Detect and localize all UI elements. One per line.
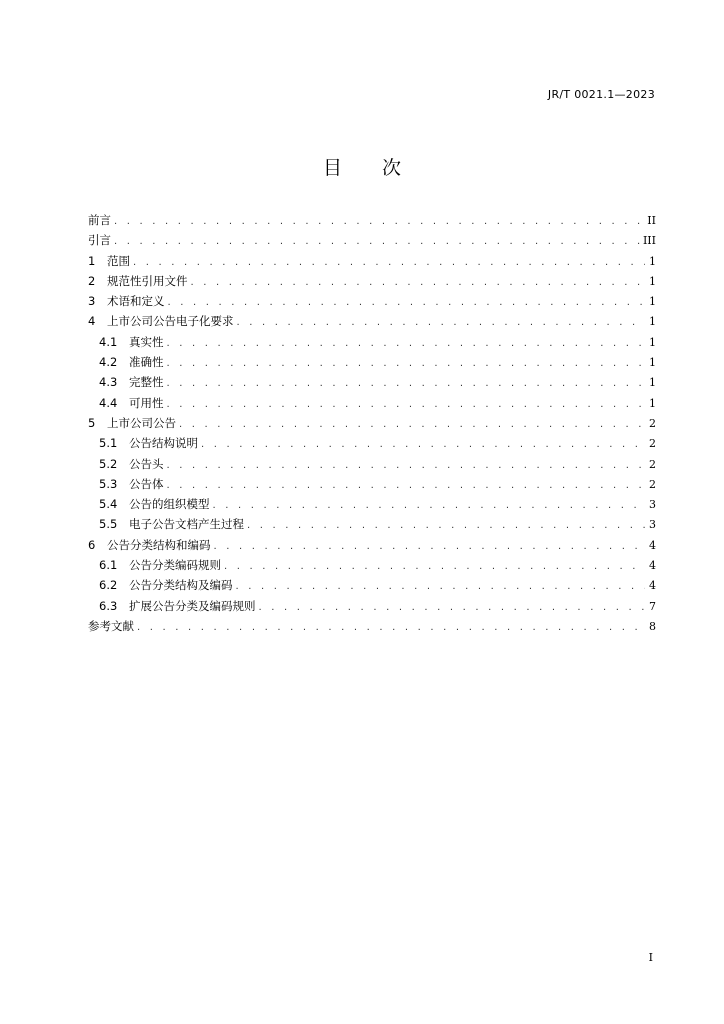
toc-entry[interactable] xyxy=(88,210,656,230)
toc-entry[interactable] xyxy=(88,616,656,636)
toc-entry-number: 5.5 xyxy=(99,517,118,532)
page-title: 目次 xyxy=(322,157,441,179)
toc-entry-page: 4 xyxy=(649,559,656,573)
toc-entry[interactable] xyxy=(88,393,656,413)
toc-dot-leader xyxy=(237,313,646,333)
toc-entry[interactable] xyxy=(88,575,656,595)
toc-entry[interactable] xyxy=(88,291,656,311)
toc-dot-leader xyxy=(224,557,645,577)
toc-entry-page: 3 xyxy=(649,518,656,532)
toc-entry-number: 6 xyxy=(88,537,96,552)
toc-entry-number: 5.3 xyxy=(99,476,118,491)
toc-dot-leader xyxy=(201,435,645,455)
toc-entry-number: 4.3 xyxy=(99,375,118,390)
toc-entry-label: 前言 xyxy=(88,213,111,227)
toc-dot-leader xyxy=(213,496,646,516)
toc-entry[interactable] xyxy=(88,332,656,352)
toc-entry-label: 公告结构说明 xyxy=(129,436,198,451)
toc-entry-page: 4 xyxy=(649,579,656,593)
toc-entry-number: 5.1 xyxy=(99,436,118,451)
toc-entry[interactable] xyxy=(88,352,656,372)
toc-entry-number: 4 xyxy=(88,314,96,329)
toc-entry-label: 公告体 xyxy=(129,476,164,491)
toc-entry-page: 4 xyxy=(649,538,656,552)
toc-dot-leader xyxy=(247,516,645,536)
toc-entry-label: 可用性 xyxy=(129,395,164,410)
toc-entry[interactable] xyxy=(88,230,656,250)
toc-entry[interactable] xyxy=(88,251,656,271)
toc-entry-label: 扩展公告分类及编码规则 xyxy=(129,598,256,613)
toc-entry-number: 4.1 xyxy=(99,334,118,349)
toc-dot-leader xyxy=(133,253,645,273)
toc-entry[interactable] xyxy=(88,555,656,575)
toc-dot-leader xyxy=(259,598,646,618)
toc-entry-page: 2 xyxy=(649,437,656,451)
toc-dot-leader xyxy=(167,456,646,476)
toc-entry-page: 3 xyxy=(649,498,656,512)
toc-entry[interactable] xyxy=(88,535,656,555)
toc-entry-number: 6.3 xyxy=(99,598,118,613)
toc-entry-number: 6.2 xyxy=(99,578,118,593)
toc-entry-number: 5.2 xyxy=(99,456,118,471)
toc-dot-leader xyxy=(114,232,640,252)
toc-entry-label: 真实性 xyxy=(129,334,164,349)
toc-dot-leader xyxy=(214,537,646,557)
toc-entry-page: 1 xyxy=(649,356,656,370)
toc-entry[interactable] xyxy=(88,596,656,616)
toc-entry-label: 准确性 xyxy=(129,355,164,370)
toc-entry[interactable] xyxy=(88,454,656,474)
toc-entry-label: 公告头 xyxy=(129,456,164,471)
toc-entry[interactable] xyxy=(88,514,656,534)
toc-entry-page: 2 xyxy=(649,416,656,430)
toc-entry-number: 2 xyxy=(88,273,96,288)
toc-entry-page: 1 xyxy=(649,376,656,390)
toc-dot-leader xyxy=(137,618,645,638)
toc-entry-label: 参考文献 xyxy=(88,618,134,633)
toc-dot-leader xyxy=(191,273,646,293)
table-of-contents xyxy=(88,210,656,636)
toc-entry-label: 上市公司公告电子化要求 xyxy=(107,314,234,329)
toc-entry-number: 4.2 xyxy=(99,355,118,370)
toc-entry-page: 2 xyxy=(649,457,656,471)
toc-entry-number: 1 xyxy=(88,253,96,268)
toc-entry-label: 上市公司公告 xyxy=(107,415,176,430)
toc-entry-label: 规范性引用文件 xyxy=(107,273,188,288)
toc-entry-page: 8 xyxy=(649,619,656,633)
toc-entry-page: 1 xyxy=(649,254,656,268)
toc-entry-label: 公告的组织模型 xyxy=(129,497,210,512)
toc-entry-page: 1 xyxy=(649,295,656,309)
toc-entry-label: 引言 xyxy=(88,233,111,248)
toc-entry-label: 电子公告文档产生过程 xyxy=(129,517,244,532)
toc-dot-leader xyxy=(179,415,645,435)
toc-entry-label: 完整性 xyxy=(129,375,164,390)
toc-entry[interactable] xyxy=(88,494,656,514)
toc-dot-leader xyxy=(114,212,644,232)
toc-entry[interactable] xyxy=(88,372,656,392)
toc-entry-page: 1 xyxy=(649,315,656,329)
toc-entry-page: II xyxy=(647,214,656,227)
toc-entry-label: 公告分类结构和编码 xyxy=(107,537,211,552)
toc-dot-leader xyxy=(167,395,646,415)
toc-entry-label: 范围 xyxy=(107,253,130,268)
toc-entry-page: 2 xyxy=(649,477,656,491)
toc-entry-page: III xyxy=(642,234,656,248)
toc-dot-leader xyxy=(167,476,646,496)
toc-entry-number: 4.4 xyxy=(99,395,118,410)
toc-entry-page: 7 xyxy=(649,599,656,613)
toc-entry-label: 公告分类结构及编码 xyxy=(129,578,233,593)
toc-entry[interactable] xyxy=(88,271,656,291)
toc-entry[interactable] xyxy=(88,433,656,453)
toc-dot-leader xyxy=(167,334,646,354)
toc-entry-page: 1 xyxy=(649,396,656,410)
toc-entry-page: 1 xyxy=(649,274,656,288)
toc-dot-leader xyxy=(236,577,646,597)
toc-entry[interactable] xyxy=(88,311,656,331)
toc-dot-leader xyxy=(167,354,646,374)
toc-entry-number: 6.1 xyxy=(99,558,118,573)
toc-entry-label: 公告分类编码规则 xyxy=(129,558,221,573)
page-number: I xyxy=(648,951,653,964)
toc-entry-number: 5 xyxy=(88,415,96,430)
toc-entry-label: 术语和定义 xyxy=(107,294,165,309)
document-id: JR/T 0021.1—2023 xyxy=(547,88,655,101)
toc-entry-number: 5.4 xyxy=(99,497,118,512)
toc-entry[interactable] xyxy=(88,474,656,494)
toc-entry[interactable] xyxy=(88,413,656,433)
toc-entry-number: 3 xyxy=(88,294,96,309)
toc-entry-page: 1 xyxy=(649,335,656,349)
toc-dot-leader xyxy=(167,374,646,394)
toc-dot-leader xyxy=(168,293,646,313)
